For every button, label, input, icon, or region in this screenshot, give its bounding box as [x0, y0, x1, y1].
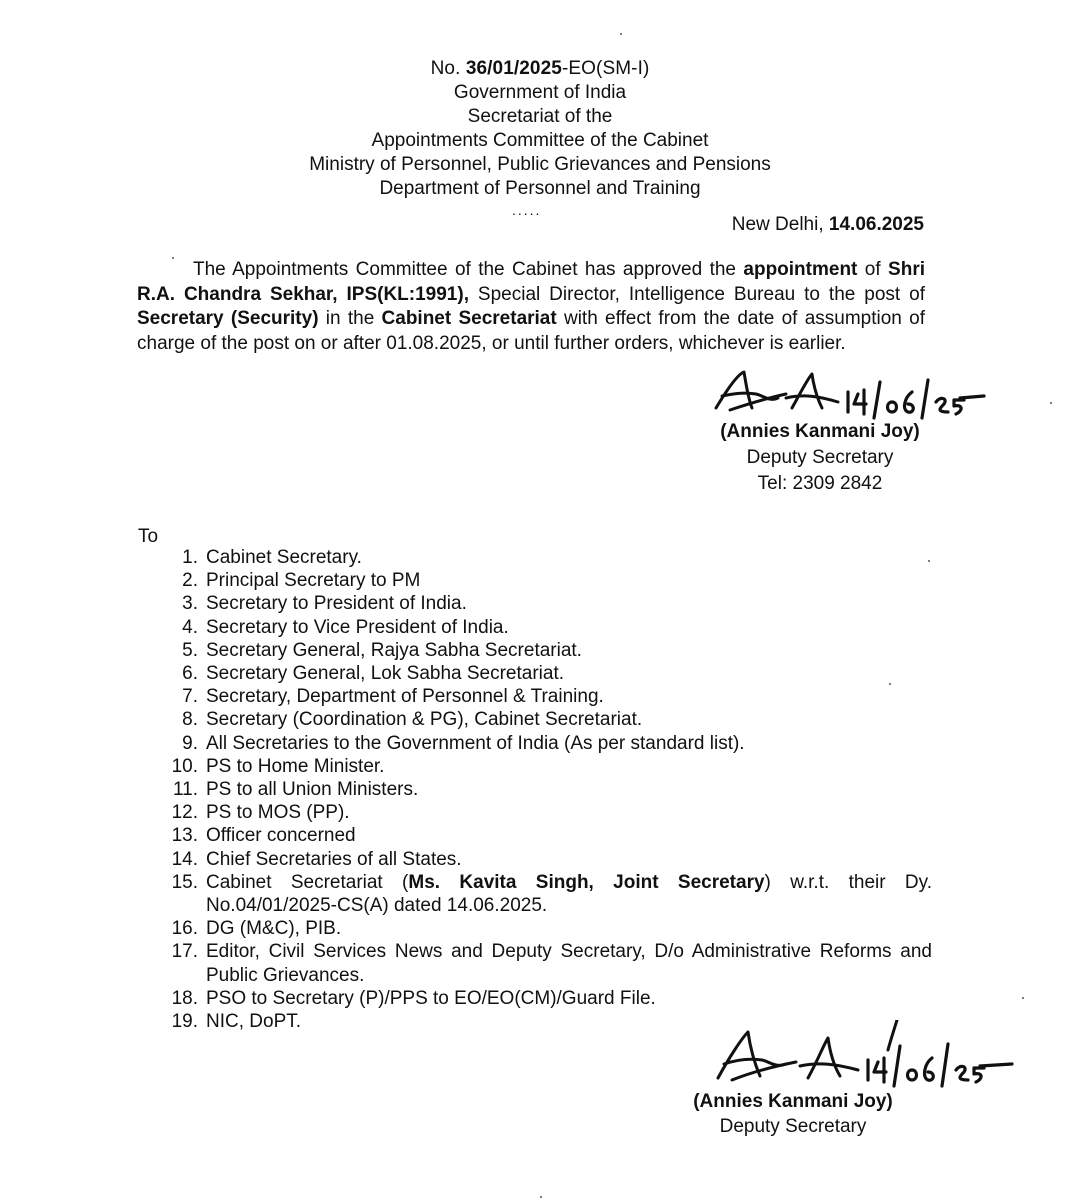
signatory-telephone: Tel: 2309 2842: [757, 473, 883, 494]
signature-block-1: [700, 420, 940, 498]
scan-speck: [889, 683, 891, 685]
body-bold-appointment: appointment: [743, 259, 858, 280]
list-item-number: 8.: [182, 709, 198, 731]
body-bold-secretariat: Cabinet Secretariat: [381, 308, 557, 329]
list-item-text: Secretary (Coordination & PG), Cabinet Secretariat.: [206, 709, 643, 731]
list-item-text: Secretary to President of India.: [206, 593, 467, 615]
list-item: [162, 755, 932, 778]
list-item: [162, 917, 932, 940]
scan-speck: [620, 33, 622, 35]
place-text: New Delhi,: [731, 214, 829, 235]
list-item-number: 14.: [171, 848, 198, 870]
signatory-designation: Deputy Secretary: [746, 447, 894, 468]
list-item-number: 11.: [172, 779, 198, 801]
list-item-number: 15.: [171, 871, 198, 893]
list-item: [162, 824, 932, 847]
list-item-number: 16.: [171, 918, 198, 940]
list-item-number: 4.: [182, 616, 198, 638]
body-text-1: The Appointments Committee of the Cabinet has approved the: [193, 259, 744, 280]
list-item: [162, 778, 932, 801]
scan-speck: [1050, 402, 1052, 404]
list-item: [162, 685, 932, 708]
list-item-text-post: ) w.r.t. their Dy. No.04/01/2025-CS(A) dated 14.06.2025.: [206, 871, 933, 917]
list-item: [162, 848, 932, 871]
list-item-text: Secretary to Vice President of India.: [206, 616, 509, 638]
list-item: [162, 732, 932, 755]
file-number-prefix: No.: [430, 58, 466, 79]
list-item-number: 18.: [171, 987, 198, 1009]
handwritten-signature-1: [708, 368, 998, 424]
list-item-text: Chief Secretaries of all States.: [206, 848, 462, 870]
signature-block-2: [668, 1090, 918, 1140]
header-line-secretariat: Secretariat of the: [467, 106, 613, 127]
list-item: [162, 871, 932, 917]
body-text-2: of: [857, 259, 889, 280]
list-item-number: 12.: [171, 802, 198, 824]
list-item-number: 10.: [171, 755, 198, 777]
header-line-ministry: Ministry of Personnel, Public Grievances and Pensions: [309, 154, 771, 175]
list-item: [162, 592, 932, 615]
to-label: To: [138, 526, 159, 547]
list-item-text-bold: Ms. Kavita Singh, Joint Secretary: [408, 871, 765, 893]
list-item: [162, 616, 932, 639]
signatory-name-2: (Annies Kanmani Joy): [693, 1091, 893, 1112]
list-item: [162, 987, 932, 1010]
header-separator-dots: .....: [512, 202, 542, 218]
list-item-number: 2.: [182, 570, 198, 592]
list-item: [162, 546, 932, 569]
list-item-text-pre: Cabinet Secretariat (: [206, 871, 409, 893]
scan-speck: [172, 257, 174, 259]
order-paragraph: [137, 258, 925, 356]
date-line: [732, 213, 924, 237]
issue-date: 14.06.2025: [828, 214, 924, 235]
list-item-text: PSO to Secretary (P)/PPS to EO/EO(CM)/Guard File.: [206, 987, 656, 1009]
list-item-number: 7.: [182, 686, 198, 708]
list-item-text: PS to all Union Ministers.: [206, 779, 419, 801]
list-item: [162, 801, 932, 824]
distribution-list: [162, 546, 932, 1033]
handwritten-signature-2: [712, 1020, 1032, 1096]
list-item-text: DG (M&C), PIB.: [206, 918, 342, 940]
body-bold-post: Secretary (Security): [137, 308, 319, 329]
list-item-text: [206, 871, 932, 917]
header-line-department: Department of Personnel and Training: [379, 178, 701, 199]
list-item-number: 1.: [182, 547, 198, 568]
list-item-text: Secretary General, Rajya Sabha Secretariat.: [206, 639, 582, 661]
scan-speck: [928, 560, 930, 562]
list-item: [162, 569, 932, 592]
list-item-text: PS to Home Minister.: [206, 755, 385, 777]
letter-header: [0, 57, 1080, 201]
file-number-bold: 36/01/2025: [465, 58, 562, 79]
list-item-text: NIC, DoPT.: [206, 1011, 302, 1033]
list-item-number: 6.: [182, 663, 198, 685]
list-item-number: 19.: [171, 1011, 198, 1033]
list-item-text: PS to MOS (PP).: [206, 802, 350, 824]
list-item: [162, 662, 932, 685]
list-item-number: 13.: [171, 825, 198, 847]
file-number-suffix: -EO(SM-I): [561, 58, 650, 79]
file-number: [0, 57, 1080, 81]
list-item: [162, 940, 932, 986]
scan-speck: [540, 1196, 542, 1198]
list-item-number: 5.: [182, 639, 198, 661]
signatory-name: (Annies Kanmani Joy): [720, 421, 920, 442]
body-text-3: Special Director, Intelligence Bureau to the post of: [468, 283, 925, 305]
list-item-number: 9.: [182, 732, 198, 754]
signatory-designation-2: Deputy Secretary: [719, 1116, 867, 1137]
header-line-government: Government of India: [453, 82, 627, 103]
list-item-text: Officer concerned: [206, 825, 356, 847]
list-item-text: Cabinet Secretary.: [206, 547, 362, 568]
body-text-4: in the: [318, 308, 382, 329]
list-item-text: Secretary, Department of Personnel & Training.: [206, 686, 604, 708]
list-item-number: 3.: [182, 593, 198, 615]
list-item: [162, 708, 932, 731]
list-item-text: All Secretaries to the Government of India (As per standard list).: [206, 732, 745, 754]
list-item-number: 17.: [171, 941, 198, 963]
list-item-text: Secretary General, Lok Sabha Secretariat.: [206, 663, 565, 685]
list-item: [162, 639, 932, 662]
body-text-5: with effect from the date of assumption of charge of the post on or after 01.08.2025, or until further orders, whichever is earlier.: [137, 308, 925, 354]
scan-speck: [1022, 997, 1024, 999]
list-item-text: Principal Secretary to PM: [206, 570, 421, 592]
list-item-text: Editor, Civil Services News and Deputy Secretary, D/o Administrative Reforms and Public Grievances.: [206, 941, 932, 986]
header-line-committee: Appointments Committee of the Cabinet: [371, 130, 709, 151]
body-bold-officer: Shri R.A. Chandra Sekhar, IPS(KL:1991),: [137, 259, 925, 305]
